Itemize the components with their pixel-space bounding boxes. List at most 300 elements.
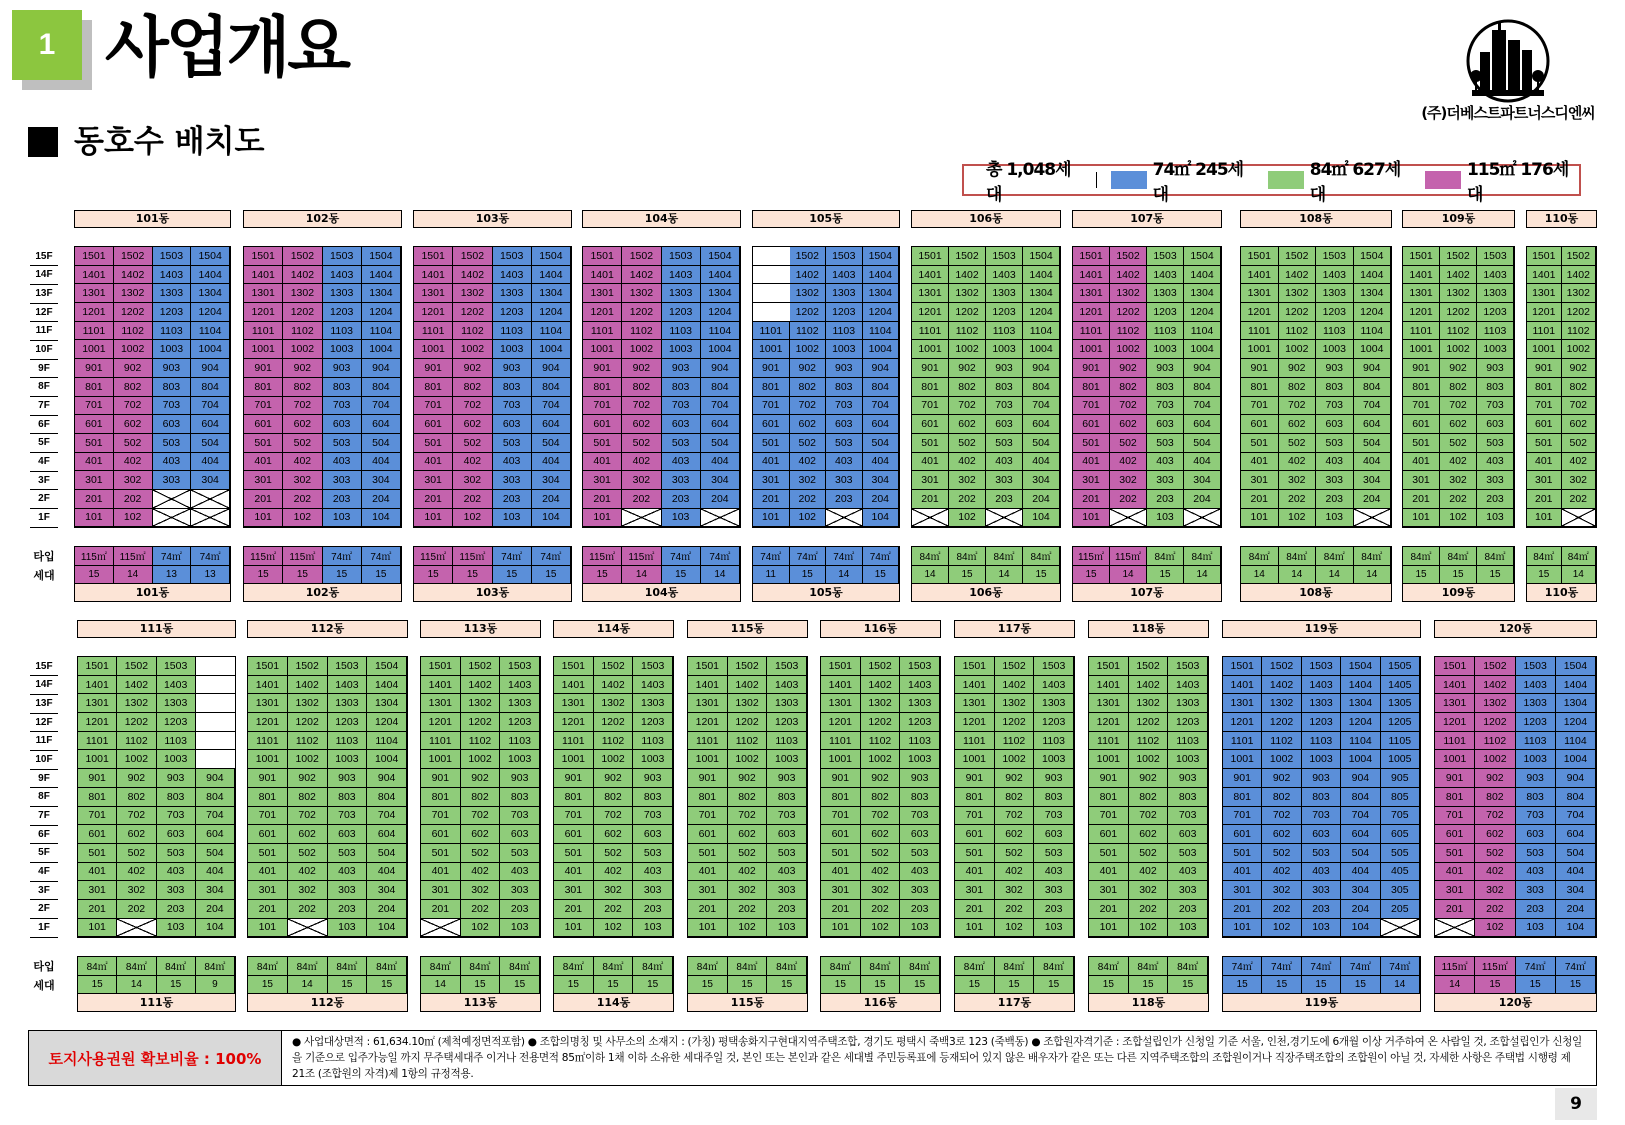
unit-cell: 903 (826, 359, 863, 378)
unit-cell: 603 (493, 415, 532, 434)
unit-cell: 101 (1223, 919, 1262, 938)
unit-cell: 1303 (157, 694, 196, 713)
unit-cell: 1102 (949, 322, 986, 341)
unit-cell: 604 (701, 415, 740, 434)
unit-count: 15 (493, 566, 532, 585)
unit-cell: 1102 (1440, 322, 1477, 341)
unit-cell: 102 (1262, 919, 1301, 938)
building-footer: 108동 (1240, 584, 1392, 602)
unit-count: 15 (532, 566, 571, 585)
unit-cell: 301 (912, 471, 949, 490)
unit-cell: 1303 (1516, 694, 1556, 713)
unit-cell: 1402 (114, 266, 153, 285)
unit-cell: 602 (728, 825, 768, 844)
unit-count: 15 (1341, 976, 1380, 995)
unit-cell: 702 (114, 397, 153, 416)
unit-cell: 1104 (362, 322, 401, 341)
unit-cell: 1301 (1241, 284, 1279, 303)
unit-cell: 101 (1403, 509, 1440, 528)
non-unit-cell (288, 919, 328, 938)
unit-cell: 902 (728, 769, 768, 788)
unit-cell: 901 (78, 769, 117, 788)
unit-cell: 602 (1562, 415, 1597, 434)
unit-cell: 1302 (861, 694, 901, 713)
unit-cell: 1402 (1562, 266, 1597, 285)
unit-cell: 1203 (493, 303, 532, 322)
unit-cell: 1202 (1475, 713, 1515, 732)
unit-cell: 1503 (153, 247, 192, 266)
unit-cell: 403 (500, 863, 540, 882)
unit-cell: 204 (532, 490, 571, 509)
unit-cell: 302 (622, 471, 661, 490)
unit-cell: 1502 (288, 657, 328, 676)
unit-cell: 602 (288, 825, 328, 844)
unit-cell: 1402 (728, 676, 768, 695)
unit-cell: 701 (753, 397, 790, 416)
unit-cell: 902 (283, 359, 322, 378)
unit-cell: 1302 (949, 284, 986, 303)
unit-cell: 1303 (826, 284, 863, 303)
unit-cell: 1503 (767, 657, 807, 676)
unit-cell: 103 (157, 919, 196, 938)
unit-grid (247, 656, 408, 938)
page-number: 9 (1555, 1088, 1597, 1120)
unit-type: 84㎡ (767, 957, 807, 976)
unit-cell: 902 (114, 359, 153, 378)
unit-cell: 1003 (767, 750, 807, 769)
empty-slot (196, 657, 235, 676)
unit-count: 15 (949, 566, 986, 585)
unit-cell: 703 (1302, 807, 1341, 826)
unit-cell: 604 (191, 415, 230, 434)
unit-cell: 901 (753, 359, 790, 378)
unit-cell: 1003 (328, 750, 368, 769)
unit-cell: 1401 (1223, 676, 1262, 695)
unit-count: 14 (622, 566, 661, 585)
unit-cell: 1301 (1073, 284, 1110, 303)
type-count-grid (911, 546, 1061, 585)
unit-cell: 402 (288, 863, 328, 882)
unit-cell: 305 (1381, 881, 1420, 900)
unit-cell: 801 (583, 378, 622, 397)
unit-cell: 302 (1262, 881, 1301, 900)
unit-cell: 1403 (153, 266, 192, 285)
unit-count: 15 (1440, 566, 1477, 585)
unit-type: 84㎡ (1403, 547, 1440, 566)
unit-cell: 1202 (1562, 303, 1597, 322)
building-footer: 117동 (954, 994, 1075, 1012)
unit-cell: 1201 (75, 303, 114, 322)
unit-cell: 702 (790, 397, 827, 416)
unit-cell: 202 (288, 900, 328, 919)
unit-cell: 304 (532, 471, 571, 490)
unit-cell: 1203 (500, 713, 540, 732)
unit-cell: 703 (1168, 807, 1208, 826)
unit-cell: 1002 (861, 750, 901, 769)
unit-cell: 1302 (117, 694, 156, 713)
unit-cell: 1004 (1556, 750, 1596, 769)
unit-cell: 1003 (662, 340, 701, 359)
unit-cell: 1202 (728, 713, 768, 732)
unit-cell: 1101 (1527, 322, 1562, 341)
empty-slot (196, 676, 235, 695)
unit-cell: 902 (949, 359, 986, 378)
unit-cell: 504 (362, 434, 401, 453)
unit-cell: 1302 (594, 694, 634, 713)
unit-cell: 1501 (1073, 247, 1110, 266)
unit-cell: 1304 (191, 284, 230, 303)
unit-count: 14 (421, 976, 461, 995)
unit-cell: 1501 (1403, 247, 1440, 266)
unit-cell: 402 (995, 863, 1035, 882)
unit-cell: 102 (790, 509, 827, 528)
unit-cell: 901 (1073, 359, 1110, 378)
unit-cell: 802 (114, 378, 153, 397)
unit-cell: 802 (861, 788, 901, 807)
unit-cell: 503 (767, 844, 807, 863)
unit-cell: 505 (1381, 844, 1420, 863)
unit-count: 15 (594, 976, 634, 995)
unit-type: 84㎡ (117, 957, 156, 976)
unit-cell: 402 (1475, 863, 1515, 882)
building-header: 115동 (687, 620, 808, 638)
unit-cell: 403 (986, 453, 1023, 472)
unit-cell: 702 (949, 397, 986, 416)
unit-cell: 1404 (1556, 676, 1596, 695)
floor-label: 9F (30, 360, 58, 379)
unit-cell: 101 (1241, 509, 1279, 528)
unit-cell: 604 (863, 415, 900, 434)
unit-cell: 802 (1129, 788, 1169, 807)
unit-cell: 1401 (1403, 266, 1440, 285)
city-skyline-icon (1418, 18, 1598, 104)
unit-count: 15 (821, 976, 861, 995)
non-unit-cell (986, 509, 1023, 528)
unit-cell: 801 (912, 378, 949, 397)
unit-cell: 701 (414, 397, 453, 416)
building-header: 107동 (1072, 210, 1222, 228)
floor-label: 12F (30, 714, 58, 733)
legend-swatch (1268, 171, 1304, 189)
unit-cell: 303 (900, 881, 940, 900)
empty-slot (753, 284, 790, 303)
unit-type: 84㎡ (1354, 547, 1392, 566)
unit-cell: 503 (826, 434, 863, 453)
unit-cell: 101 (955, 919, 995, 938)
unit-count: 15 (863, 566, 900, 585)
unit-cell: 501 (583, 434, 622, 453)
unit-cell: 703 (1034, 807, 1074, 826)
unit-cell: 802 (283, 378, 322, 397)
unit-cell: 1103 (493, 322, 532, 341)
unit-cell: 1503 (157, 657, 196, 676)
unit-cell: 1203 (633, 713, 673, 732)
unit-cell: 701 (244, 397, 283, 416)
unit-cell: 201 (1241, 490, 1279, 509)
unit-cell: 201 (753, 490, 790, 509)
unit-cell: 103 (500, 919, 540, 938)
building-footer: 119동 (1222, 994, 1421, 1012)
unit-cell: 902 (1129, 769, 1169, 788)
unit-cell: 104 (1556, 919, 1596, 938)
unit-type: 115㎡ (1475, 957, 1515, 976)
unit-cell: 1201 (821, 713, 861, 732)
unit-cell: 602 (1279, 415, 1317, 434)
unit-cell: 603 (1316, 415, 1354, 434)
unit-cell: 901 (912, 359, 949, 378)
unit-cell: 1302 (995, 694, 1035, 713)
unit-cell: 502 (1475, 844, 1515, 863)
unit-cell: 602 (1440, 415, 1477, 434)
unit-cell: 301 (421, 881, 461, 900)
unit-count: 15 (283, 566, 322, 585)
unit-type: 74㎡ (1556, 957, 1596, 976)
unit-cell: 402 (790, 453, 827, 472)
unit-cell: 404 (701, 453, 740, 472)
unit-cell: 1501 (78, 657, 117, 676)
unit-cell: 1402 (622, 266, 661, 285)
unit-cell: 1103 (1477, 322, 1514, 341)
floor-label: 4F (30, 863, 58, 882)
unit-cell: 1202 (1110, 303, 1147, 322)
unit-cell: 1401 (248, 676, 288, 695)
unit-cell: 1001 (75, 340, 114, 359)
unit-cell: 702 (461, 807, 501, 826)
unit-count: 14 (1110, 566, 1147, 585)
unit-cell: 1104 (1184, 322, 1221, 341)
unit-cell: 901 (1435, 769, 1475, 788)
unit-cell: 703 (323, 397, 362, 416)
unit-cell: 1201 (688, 713, 728, 732)
unit-type: 84㎡ (986, 547, 1023, 566)
building-header: 106동 (911, 210, 1061, 228)
type-count-grid (413, 546, 572, 585)
unit-cell: 401 (244, 453, 283, 472)
unit-cell: 502 (453, 434, 492, 453)
unit-cell: 1404 (362, 266, 401, 285)
unit-cell: 802 (1110, 378, 1147, 397)
unit-cell: 1503 (1168, 657, 1208, 676)
unit-cell: 804 (1556, 788, 1596, 807)
unit-cell: 903 (153, 359, 192, 378)
unit-cell: 803 (1302, 788, 1341, 807)
unit-cell: 702 (1440, 397, 1477, 416)
unit-cell: 803 (328, 788, 368, 807)
unit-cell: 1501 (554, 657, 594, 676)
unit-cell: 1404 (1354, 266, 1392, 285)
type-count-grid (247, 956, 408, 995)
floor-label: 14F (30, 676, 58, 695)
unit-cell: 1202 (114, 303, 153, 322)
unit-cell: 1001 (955, 750, 995, 769)
unit-count: 14 (912, 566, 949, 585)
floor-label: 8F (30, 378, 58, 397)
non-unit-cell (1354, 509, 1392, 528)
unit-cell: 1404 (701, 266, 740, 285)
unit-cell: 302 (1129, 881, 1169, 900)
unit-cell: 902 (861, 769, 901, 788)
unit-cell: 803 (1516, 788, 1556, 807)
unit-cell: 403 (1034, 863, 1074, 882)
unit-cell: 1302 (790, 284, 827, 303)
unit-cell: 801 (821, 788, 861, 807)
unit-cell: 1304 (863, 284, 900, 303)
unit-cell: 1204 (367, 713, 407, 732)
unit-cell: 502 (594, 844, 634, 863)
unit-cell: 104 (362, 509, 401, 528)
unit-cell: 602 (861, 825, 901, 844)
type-count-grid (1088, 956, 1209, 995)
floor-label: 3F (30, 472, 58, 491)
unit-cell: 1303 (500, 694, 540, 713)
unit-cell: 903 (1302, 769, 1341, 788)
unit-cell: 802 (622, 378, 661, 397)
unit-cell: 103 (767, 919, 807, 938)
unit-cell: 1203 (662, 303, 701, 322)
unit-cell: 801 (1527, 378, 1562, 397)
unit-cell: 1401 (78, 676, 117, 695)
unit-cell: 1202 (790, 303, 827, 322)
unit-type: 84㎡ (500, 957, 540, 976)
unit-cell: 1102 (728, 732, 768, 751)
unit-type: 115㎡ (1435, 957, 1475, 976)
unit-cell: 103 (493, 509, 532, 528)
unit-type: 84㎡ (633, 957, 673, 976)
unit-count: 15 (367, 976, 407, 995)
unit-cell: 501 (554, 844, 594, 863)
unit-cell: 601 (1241, 415, 1279, 434)
unit-cell: 803 (1477, 378, 1514, 397)
unit-cell: 203 (1302, 900, 1341, 919)
unit-cell: 102 (1440, 509, 1477, 528)
unit-cell: 1501 (1435, 657, 1475, 676)
unit-cell: 1103 (328, 732, 368, 751)
unit-cell: 401 (955, 863, 995, 882)
unit-cell: 502 (1562, 434, 1597, 453)
unit-type: 84㎡ (728, 957, 768, 976)
unit-cell: 503 (328, 844, 368, 863)
unit-cell: 602 (1262, 825, 1301, 844)
unit-type: 115㎡ (114, 547, 153, 566)
unit-cell: 304 (367, 881, 407, 900)
unit-grid (1222, 656, 1421, 938)
building-footer: 113동 (420, 994, 541, 1012)
floor-labels (30, 658, 58, 938)
unit-cell: 1002 (995, 750, 1035, 769)
unit-cell: 1404 (1341, 676, 1380, 695)
unit-cell: 904 (1023, 359, 1060, 378)
unit-cell: 202 (117, 900, 156, 919)
company-name: (주)더베스트파트너스디엔씨 (1421, 104, 1595, 122)
unit-cell: 1101 (821, 732, 861, 751)
legend-label: 74㎡ 245세대 (1152, 160, 1244, 205)
project-info-text: ● 사업대상면적 : 61,634.10㎡ (제척예정면적포함) ● 조합의명칭 및 사무소의 소재지 : (가칭) 평택송화지구현대지역주택조합, 경기도 평택시 죽백3로 123 (죽백동) ● 조합원자격기준 : 조합설립인가 신청일 기준 서울, 인천,경기도에 6개월 이상 거주하여 온 사람일 것, 조합설립인가 신청일을 기준으로 입주가능일 까지 무주택세대주 이거나 전용면적 85㎡이하 1채 이하 소유한 세대주일 것, 본인 또는 본인과 같은 세대별 주민등록표에 등재되어 있지 않은 배우자가 같은 또는 다른 지역주택조합의 조합원이거나 직장주택조합의 조합원이 아닐 것, 자세한 사항은 주택법 시행령 제 21조 (조합원의 자격)제 1항의 규정적용. (292, 1036, 1582, 1080)
unit-count: 15 (1527, 566, 1562, 585)
unit-cell: 302 (790, 471, 827, 490)
unit-cell: 1003 (900, 750, 940, 769)
unit-cell: 1301 (912, 284, 949, 303)
unit-cell: 1204 (362, 303, 401, 322)
unit-cell: 1401 (1435, 676, 1475, 695)
unit-cell: 203 (1168, 900, 1208, 919)
unit-cell: 201 (1527, 490, 1562, 509)
non-unit-cell (421, 919, 461, 938)
unit-type: 115㎡ (244, 547, 283, 566)
type-count-grid (687, 956, 808, 995)
unit-cell: 1402 (1110, 266, 1147, 285)
unit-cell: 1303 (1034, 694, 1074, 713)
unit-cell: 902 (594, 769, 634, 788)
unit-cell: 1304 (1354, 284, 1392, 303)
unit-cell: 701 (912, 397, 949, 416)
unit-cell: 203 (1477, 490, 1514, 509)
unit-cell: 1504 (863, 247, 900, 266)
unit-cell: 201 (244, 490, 283, 509)
unit-cell: 703 (767, 807, 807, 826)
unit-cell: 1302 (1440, 284, 1477, 303)
unit-cell: 303 (767, 881, 807, 900)
unit-cell: 201 (821, 900, 861, 919)
unit-count: 15 (461, 976, 501, 995)
unit-cell: 603 (1034, 825, 1074, 844)
unit-cell: 701 (1241, 397, 1279, 416)
unit-cell: 801 (75, 378, 114, 397)
unit-count: 14 (1279, 566, 1317, 585)
unit-cell: 303 (328, 881, 368, 900)
unit-cell: 704 (701, 397, 740, 416)
unit-cell: 301 (1241, 471, 1279, 490)
unit-cell: 1403 (767, 676, 807, 695)
unit-cell: 602 (461, 825, 501, 844)
unit-cell: 203 (1316, 490, 1354, 509)
unit-cell: 502 (1129, 844, 1169, 863)
building-header: 114동 (553, 620, 674, 638)
unit-count: 15 (1475, 976, 1515, 995)
unit-cell: 401 (75, 453, 114, 472)
unit-cell: 1202 (461, 713, 501, 732)
unit-cell: 1001 (912, 340, 949, 359)
unit-cell: 801 (688, 788, 728, 807)
unit-cell: 803 (157, 788, 196, 807)
unit-cell: 1402 (995, 676, 1035, 695)
unit-type: 84㎡ (1089, 957, 1129, 976)
unit-cell: 102 (995, 919, 1035, 938)
unit-cell: 903 (1168, 769, 1208, 788)
unit-cell: 1403 (493, 266, 532, 285)
unit-cell: 805 (1381, 788, 1420, 807)
unit-cell: 304 (1341, 881, 1380, 900)
floor-label: 15F (30, 658, 58, 677)
unit-cell: 503 (1302, 844, 1341, 863)
unit-cell: 803 (1034, 788, 1074, 807)
unit-type: 74㎡ (1381, 957, 1420, 976)
unit-cell: 502 (1110, 434, 1147, 453)
unit-cell: 903 (767, 769, 807, 788)
unit-cell: 801 (753, 378, 790, 397)
unit-cell: 1101 (1241, 322, 1279, 341)
unit-cell: 103 (662, 509, 701, 528)
unit-cell: 803 (900, 788, 940, 807)
unit-cell: 401 (1223, 863, 1262, 882)
unit-count: 15 (248, 976, 288, 995)
unit-type: 115㎡ (75, 547, 114, 566)
building-footer: 104동 (582, 584, 741, 602)
unit-type: 84㎡ (78, 957, 117, 976)
unit-cell: 701 (1527, 397, 1562, 416)
unit-cell: 101 (1089, 919, 1129, 938)
unit-cell: 704 (196, 807, 235, 826)
unit-cell: 1504 (367, 657, 407, 676)
